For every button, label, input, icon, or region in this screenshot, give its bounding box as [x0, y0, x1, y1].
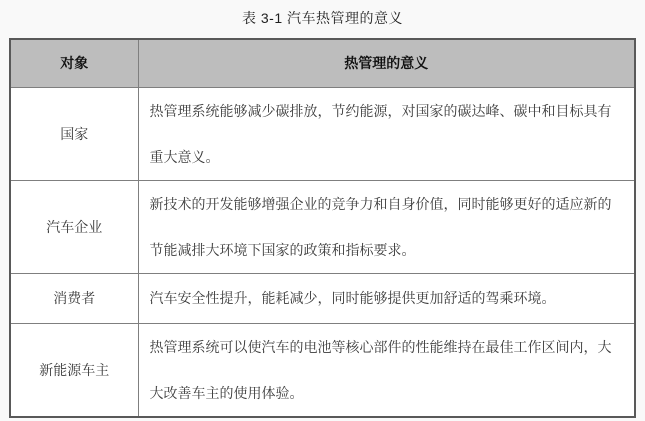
table-row [10, 323, 635, 417]
thermal-management-table [9, 38, 636, 418]
object-cell: 新能源车主 [10, 323, 138, 417]
object-cell: 国家 [10, 87, 138, 180]
meaning-cell: 热管理系统可以使汽车的电池等核心部件的性能维持在最佳工作区间内，大大改善车主的使用体验。 [138, 323, 635, 417]
meaning-cell: 汽车安全性提升，能耗减少，同时能够提供更加舒适的驾乘环境。 [138, 273, 635, 323]
object-cell: 汽车企业 [10, 180, 138, 273]
header-cell-object: 对象 [10, 39, 138, 87]
table-row [10, 87, 635, 180]
table-row [10, 180, 635, 273]
meaning-cell: 热管理系统能够减少碳排放，节约能源，对国家的碳达峰、碳中和目标具有重大意义。 [138, 87, 635, 180]
meaning-cell: 新技术的开发能够增强企业的竞争力和自身价值，同时能够更好的适应新的节能减排大环境下国家的政策和指标要求。 [138, 180, 635, 273]
table-row [10, 273, 635, 323]
table-caption: 表 3-1 汽车热管理的意义 [241, 10, 403, 26]
header-cell-meaning: 热管理的意义 [138, 39, 635, 87]
object-cell: 消费者 [10, 273, 138, 323]
header-row [10, 39, 635, 87]
